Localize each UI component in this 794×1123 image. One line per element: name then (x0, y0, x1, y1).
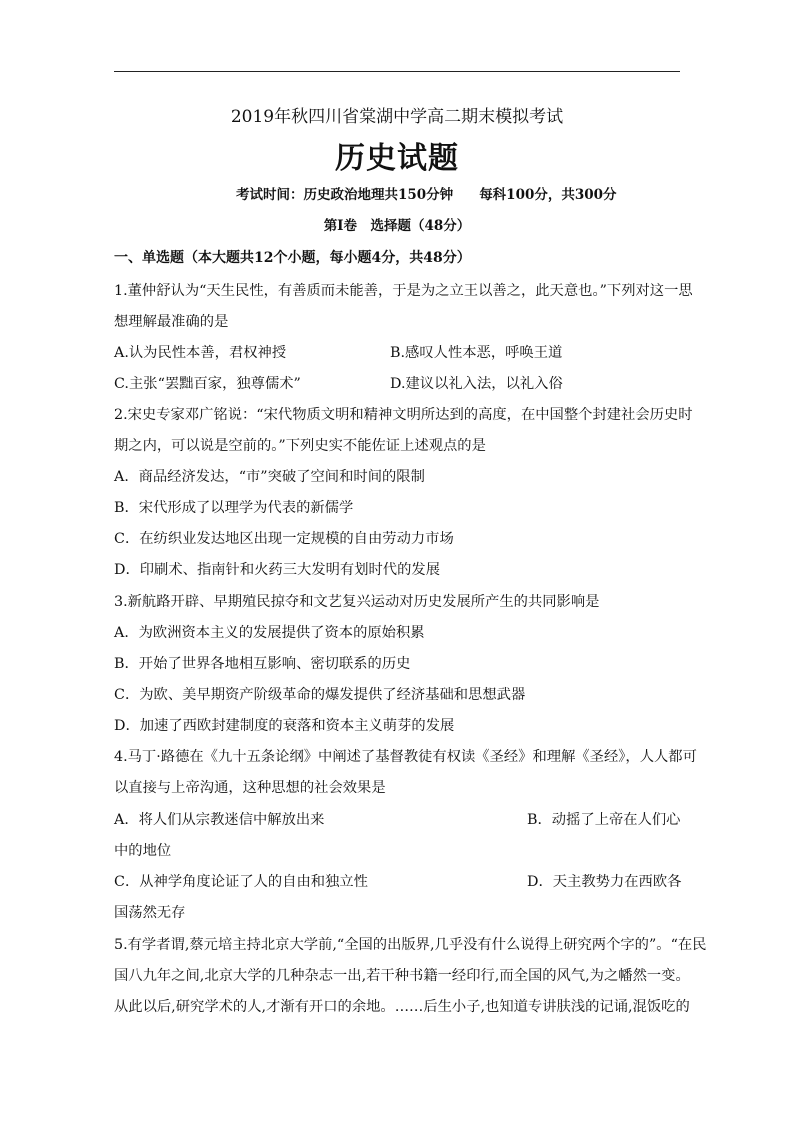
question-4-option-b-continued: 中的地位 (114, 843, 172, 859)
question-2-stem-line-1: 2.宋史专家邓广铭说：“宋代物质文明和精神文明所达到的高度，在中国整个封建社会历史时 (114, 407, 693, 423)
question-5-stem-line-1: 5.有学者谓,蔡元培主持北京大学前,“全国的出版界,几乎没有什么说得上研究两个字的”。“在民 (114, 937, 707, 953)
exam-time: 考试时间：历史政治地理共150分钟 (236, 187, 454, 203)
question-2-option-b: B．宋代形成了以理学为代表的新儒学 (114, 500, 354, 516)
header-rule (114, 71, 680, 72)
question-3-option-a: A．为欧洲资本主义的发展提供了资本的原始积累 (114, 625, 425, 641)
part-title: 第Ⅰ卷 选择题（48分） (323, 218, 471, 234)
question-2-option-c: C．在纺织业发达地区出现一定规模的自由劳动力市场 (114, 531, 454, 547)
question-3-option-d: D．加速了西欧封建制度的衰落和资本主义萌芽的发展 (114, 718, 455, 734)
question-4-stem-line-2: 以直接与上帝沟通，这种思想的社会效果是 (114, 780, 386, 796)
score-info: 每科100分，共300分 (479, 187, 617, 203)
question-3-stem-line-1: 3.新航路开辟、早期殖民掠夺和文艺复兴运动对历史发展所产生的共同影响是 (114, 594, 600, 610)
question-4-option-d: D．天主教势力在西欧各 (527, 874, 682, 890)
exam-info (236, 186, 617, 204)
section-title: 一、单选题（本大题共12个小题，每小题4分，共48分） (114, 250, 471, 266)
question-2-option-d: D．印刷术、指南针和火药三大发明有划时代的发展 (114, 562, 440, 578)
question-4-option-c: C．从神学角度论证了人的自由和独立性 (114, 874, 368, 890)
question-3-option-c: C．为欧、美早期资产阶级革命的爆发提供了经济基础和思想武器 (114, 687, 526, 703)
question-1-stem-line-1: 1.董仲舒认为“天生民性，有善质而未能善，于是为之立王以善之，此天意也。”下列对这一思 (114, 283, 693, 299)
question-4-option-b: B．动摇了上帝在人们心 (527, 812, 681, 828)
question-1-option-c: C.主张“罢黜百家，独尊儒术” (114, 376, 301, 392)
exam-name: 2019年秋四川省棠湖中学高二期末模拟考试 (230, 107, 564, 127)
question-5-stem-line-2: 国八九年之间,北京大学的几种杂志一出,若干种书籍一经印行,而全国的风气,为之幡然一变。 (114, 968, 690, 984)
subject-title: 历史试题 (335, 141, 459, 176)
question-4-option-a: A．将人们从宗教迷信中解放出来 (114, 812, 325, 828)
question-5-stem-line-3: 从此以后,研究学术的人,才渐有开口的余地。……后生小子,也知道专讲肤浅的记诵,混饭吃的 (114, 999, 690, 1015)
question-1-stem-line-2: 想理解最准确的是 (114, 314, 229, 330)
question-3-option-b: B．开始了世界各地相互影响、密切联系的历史 (114, 656, 411, 672)
question-1-option-a: A.认为民性本善，君权神授 (114, 345, 287, 361)
question-4-stem-line-1: 4.马丁·路德在《九十五条论纲》中阐述了基督教徒有权读《圣经》和理解《圣经》，人人都可 (114, 749, 697, 765)
question-4-option-d-continued: 国荡然无存 (114, 905, 186, 921)
question-2-stem-line-2: 期之内，可以说是空前的。”下列史实不能佐证上述观点的是 (114, 438, 486, 454)
question-2-option-a: A．商品经济发达，“市”突破了空间和时间的限制 (114, 469, 425, 485)
question-1-option-d: D.建议以礼入法，以礼入俗 (390, 376, 563, 392)
question-1-option-b: B.感叹人性本恶，呼唤王道 (390, 345, 563, 361)
